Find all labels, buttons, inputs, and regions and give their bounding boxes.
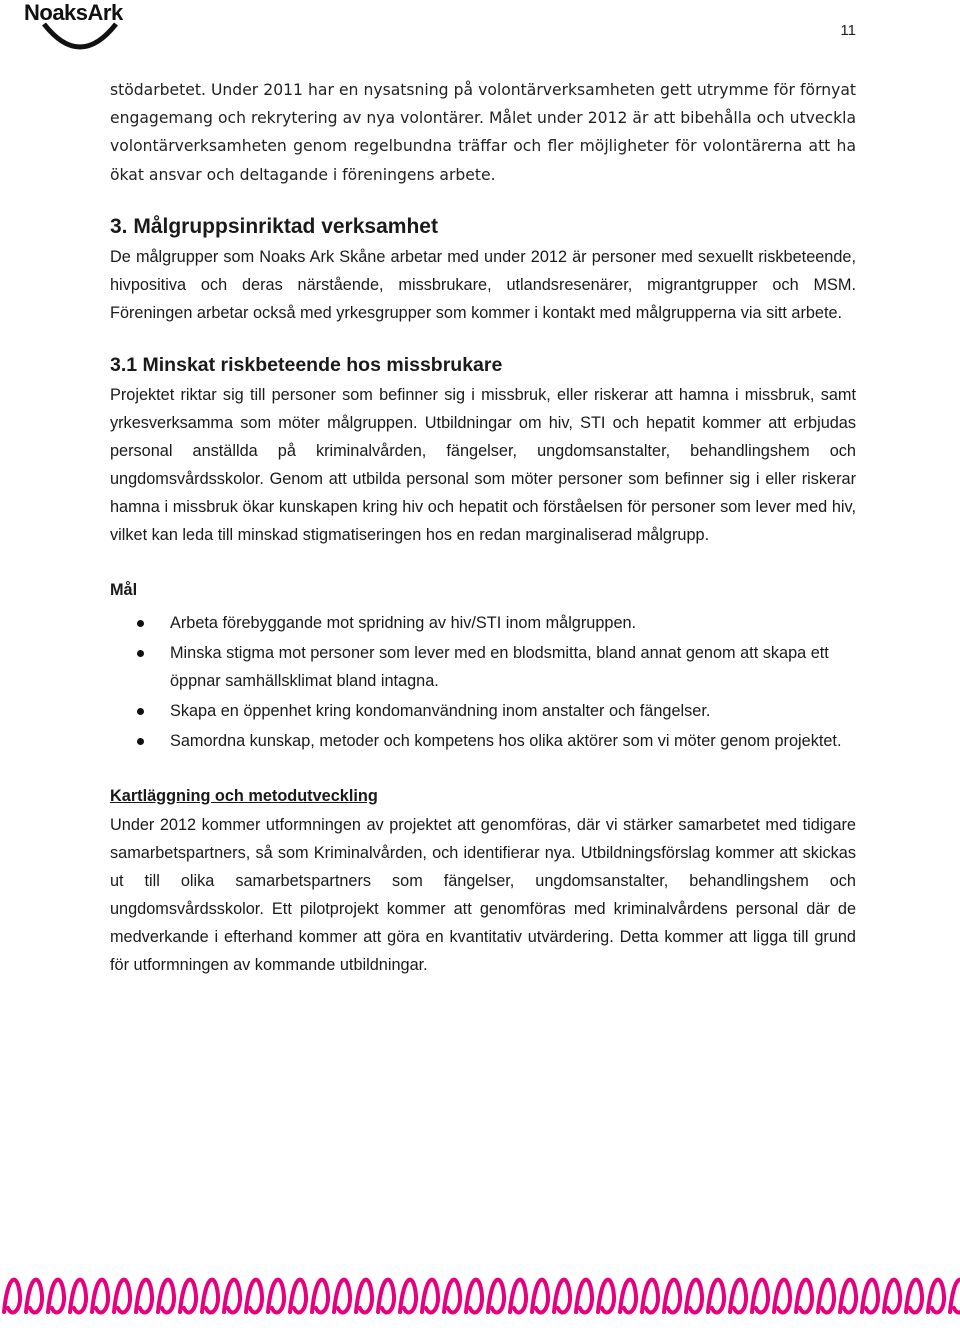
- section-3-paragraph: De målgrupper som Noaks Ark Skåne arbetar med under 2012 är personer med sexuellt riskbeteende, hivpositiva och deras närstående, missbrukare, utlandsresenärer, migrantgrupper och MSM. Föreningen arbetar också med yrkesgrupper som kommer i kontakt med målgrupperna via sitt arbete.: [110, 247, 856, 322]
- goal-text: Arbeta förebyggande mot spridning av hiv/STI inom målgruppen.: [170, 613, 637, 632]
- goals-heading: Mål: [110, 580, 138, 599]
- goals-list: [110, 609, 856, 755]
- kartlaggning-heading: Kartläggning och metodutveckling: [110, 786, 378, 805]
- bullet-dot-icon: [137, 620, 144, 627]
- list-item: [110, 697, 856, 725]
- intro-paragraph: stödarbetet. Under 2011 har en nysatsning på volontärverksamheten gett utrymme för förnyat engagemang och rekrytering av nya volontärer. Målet under 2012 är att bibehålla och utveckla volontärverksamheten genom regelbundna träffar och fler möjligheter för volontärerna att ha ökat ansvar och deltagande i föreningens arbete.: [110, 81, 856, 184]
- section-3-1-heading: 3.1 Minskat riskbeteende hos missbrukare: [110, 353, 503, 376]
- list-item: [110, 639, 856, 695]
- goal-text: Samordna kunskap, metoder och kompetens hos olika aktörer som vi möter genom projektet.: [170, 731, 842, 750]
- bullet-dot-icon: [137, 650, 144, 657]
- goal-text: Minska stigma mot personer som lever med en blodsmitta, bland annat genom att skapa ett öppnar samhällsklimat bland intagna.: [170, 643, 829, 690]
- logo-text: NoaksArk: [24, 0, 123, 25]
- kartlaggning-paragraph: Under 2012 kommer utformningen av projektet att genomföras, där vi stärker samarbetet med tidigare samarbetspartners, så som Kriminalvården, och identifierar nya. Utbildningsförslag kommer att skickas ut till olika samarbetspartners som fängelser, ungdomsanstalter, behandlingshem och ungdomsvårdsskolor. Ett pilotprojekt kommer att genomföras med kriminalvårdens personal där de medverkande i efterhand kommer att göra en kvantitativ utvärdering. Detta kommer att ligga till grund för utformningen av kommande utbildningar.: [110, 815, 856, 974]
- list-item: [110, 609, 856, 637]
- section-3-heading: 3. Målgruppsinriktad verksamhet: [110, 214, 438, 238]
- document-body: [110, 76, 856, 979]
- bullet-dot-icon: [137, 738, 144, 745]
- bullet-dot-icon: [137, 708, 144, 715]
- list-item: [110, 727, 856, 755]
- noaksark-logo: [24, 0, 134, 60]
- page-number: 11: [840, 22, 856, 39]
- decorative-script-pattern-icon: [0, 1262, 960, 1326]
- goal-text: Skapa en öppenhet kring kondomanvändning inom anstalter och fängelser.: [170, 701, 711, 720]
- section-3-1-paragraph: Projektet riktar sig till personer som befinner sig i missbruk, eller riskerar att hamna i missbruk, samt yrkesverksamma som möter målgruppen. Utbildningar om hiv, STI och hepatit kommer att erbjudas personal anställda på kriminalvården, fängelser, ungdomsanstalter, behandlingshem och ungdomsvårdsskolor. Genom att utbilda personal som möter personer som befinner sig i eller riskerar hamna i missbruk ökar kunskapen kring hiv och hepatit och förståelsen för personer som lever med hiv, vilket kan leda till minskad stigmatiseringen hos en redan marginaliserad målgrupp.: [110, 385, 856, 544]
- footer-decoration: [0, 1262, 960, 1326]
- noaksark-logo-ark-icon: [40, 20, 120, 60]
